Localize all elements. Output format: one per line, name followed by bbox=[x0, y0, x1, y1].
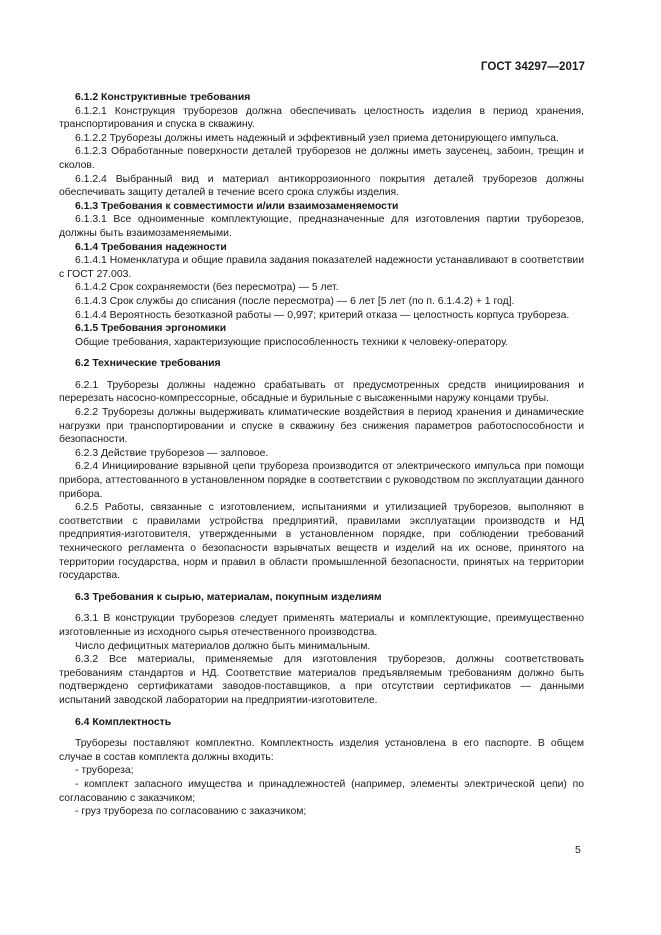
paragraph-6-1-3-1: 6.1.3.1 Все одноименные комплектующие, предназначенные для изготовления партии труборезов, должны быть взаимозаменяемыми. bbox=[59, 214, 584, 239]
heading-6-4: 6.4 Комплектность bbox=[75, 716, 172, 728]
page-number: 5 bbox=[575, 844, 581, 856]
paragraph-6-1-4-3: 6.1.4.3 Срок службы до списания (после пересмотра) — 6 лет [5 лет (по п. 6.1.4.2) + 1 год]. bbox=[75, 295, 515, 307]
paragraph-6-3-1: 6.3.1 В конструкции труборезов следует применять материалы и комплектующие, преимущественно изготовленные из исходного сырья отечественного производства. bbox=[59, 613, 584, 638]
paragraph-6-1-2-4: 6.1.2.4 Выбранный вид и материал антикоррозионного покрытия деталей труборезов должны обеспечивать защиту деталей в течение всего срока службы изделия. bbox=[59, 173, 584, 199]
paragraph-6-1-5: Общие требования, характеризующие приспособленность техники к человеку-оператору. bbox=[75, 336, 509, 348]
paragraph-6-1-2-1: 6.1.2.1 Конструкция труборезов должна обеспечивать целостность изделия в период хранения, транспортирования и спуска в скважину. bbox=[59, 105, 584, 131]
heading-6-1-4: 6.1.4 Требования надежности bbox=[75, 241, 227, 253]
paragraph-6-2-2: 6.2.2 Труборезы должны выдерживать климатические воздействия в период хранения и динамические нагрузки при транспортировании и спуске в скважину без снижения параметров работоспособности и безопасности. bbox=[59, 407, 584, 446]
paragraph-6-1-4-4: 6.1.4.4 Вероятность безотказной работы — 0,997; критерий отказа — целостность корпуса трубореза. bbox=[75, 309, 570, 321]
heading-6-2: 6.2 Технические требования bbox=[75, 358, 221, 370]
paragraph-6-2-1: 6.2.1 Труборезы должны надежно срабатывать от предусмотренных средств инициирования и перерезать насосно-компрессорные, обсадные и бурильные с высаженными наружу концами трубы. bbox=[59, 379, 584, 405]
paragraph-6-1-4-2: 6.1.4.2 Срок сохраняемости (без пересмотра) — 5 лет. bbox=[75, 282, 339, 294]
list-item-trubore: - трубореза; bbox=[75, 765, 134, 777]
paragraph-6-2-4: 6.2.4 Инициирование взрывной цепи трубореза производится от электрического импульса при помощи прибора, аттестованного в установленном порядке в соответствии с руководством по эксплуатации данного прибора. bbox=[59, 461, 584, 500]
paragraph-6-1-4-1: 6.1.4.1 Номенклатура и общие правила задания показателей надежности устанавливают в соответствии с ГОСТ 27.003. bbox=[59, 255, 584, 280]
heading-6-1-5: 6.1.5 Требования эргономики bbox=[75, 323, 227, 335]
paragraph-6-1-2-3: 6.1.2.3 Обработанные поверхности деталей труборезов не должны иметь заусенец, забоин, трещин и сколов. bbox=[59, 146, 584, 171]
paragraph-6-4: Труборезы поставляют комплектно. Комплектность изделия установлена в его паспорте. В общем случае в состав комплекта должны входить: bbox=[59, 738, 584, 763]
document-body bbox=[59, 91, 584, 819]
paragraph-6-2-3: 6.2.3 Действие труборезов — залповое. bbox=[75, 447, 269, 459]
paragraph-6-3-2: 6.3.2 Все материалы, применяемые для изготовления труборезов, должны соответствовать требованиям стандартов и НД. Соответствие материалов предъявляемым требованиям должно быть подтверждено сертификатами заводов-поставщиков, а при отсутствии сертификатов — данными испытаний заводской лаборатории на предприятии-изготовителе. bbox=[59, 654, 584, 706]
list-item-spare-kit: - комплект запасного имущества и принадлежностей (например, элементы электрической цепи) по согласованию с заказчиком; bbox=[59, 778, 584, 804]
paragraph-6-1-2-2: 6.1.2.2 Труборезы должны иметь надежный и эффективный узел приема детонирующего импульса. bbox=[75, 132, 559, 144]
paragraph-6-3-1-note: Число дефицитных материалов должно быть минимальным. bbox=[75, 640, 371, 652]
heading-6-3: 6.3 Требования к сырью, материалам, покупным изделиям bbox=[75, 591, 382, 603]
heading-6-1-3: 6.1.3 Требования к совместимости и/или взаимозаменяемости bbox=[75, 200, 399, 212]
paragraph-6-2-5: 6.2.5 Работы, связанные с изготовлением, испытаниями и утилизацией труборезов, выполняют в соответствии с правилами устройства предприятий, правилами эксплуатации производств и НД предприятия-изготовителя, утвержденными в установленном порядке, при соблюдении требований технического регламента о безопасности взрывчатых веществ и изделий на их основе, принятого на территории государства, норм и правил в области промышленной безопасности, принятых на территории государства. bbox=[59, 502, 584, 582]
list-item-weight: - груз трубореза по согласованию с заказчиком; bbox=[75, 806, 307, 818]
heading-6-1-2: 6.1.2 Конструктивные требования bbox=[75, 92, 251, 103]
document-header-standard: ГОСТ 34297—2017 bbox=[480, 61, 585, 73]
